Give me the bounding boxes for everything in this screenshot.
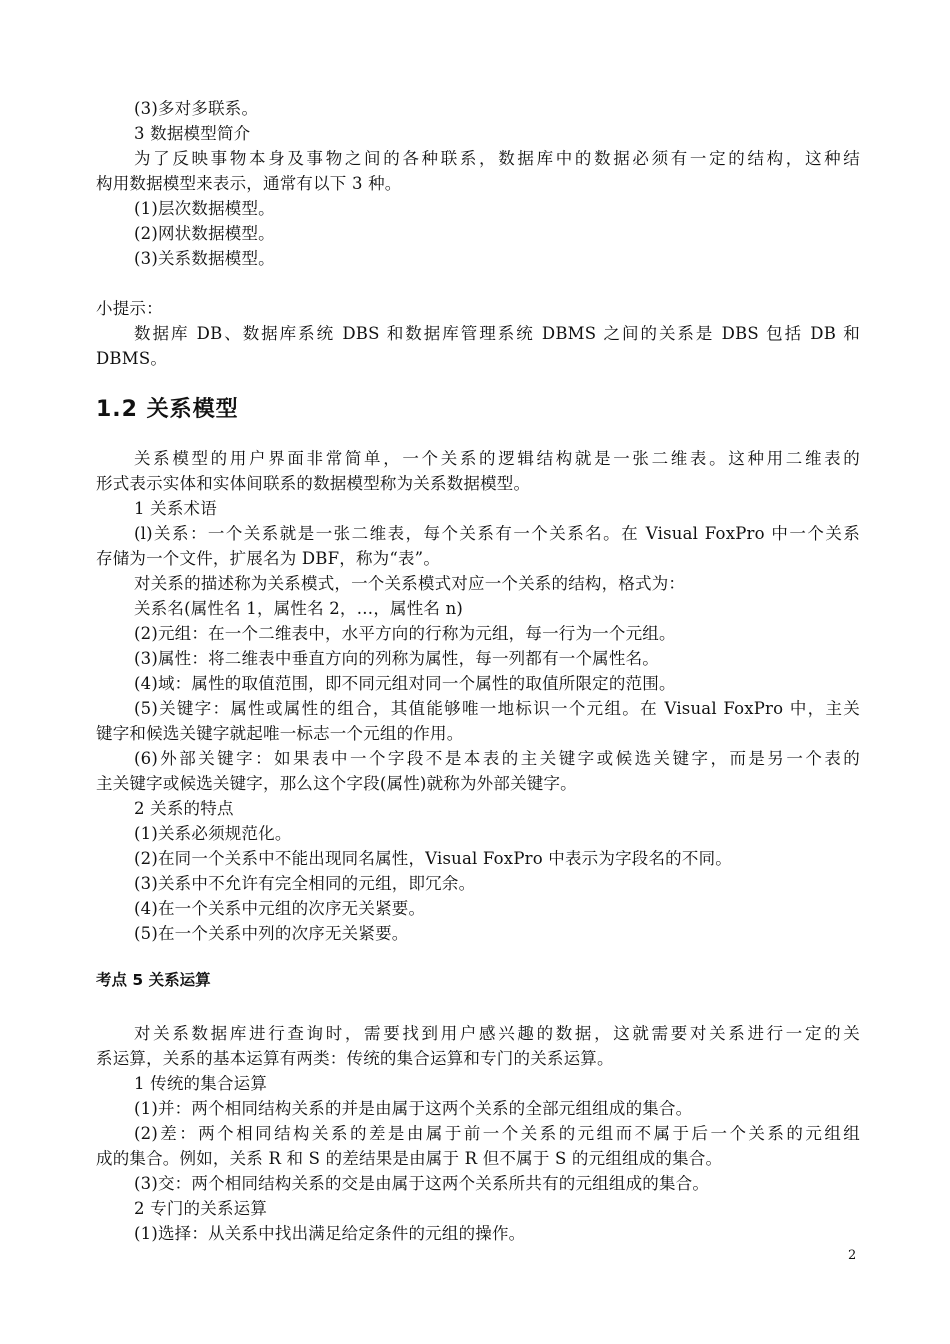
list-item-key: (5)关键字：属性或属性的组合，其值能够唯一地标识一个元组。在 Visual FoxPro 中，主关 [134,699,860,718]
paragraph-line: (l)关系：一个关系就是一张二维表，每个关系有一个关系名。在 Visual FoxPro 中一个关系 [134,524,860,543]
paragraph-line: 系运算，关系的基本运算有两类：传统的集合运算和专门的关系运算。 [96,1049,614,1068]
list-item-selection: (1)选择：从关系中找出满足给定条件的元组的操作。 [134,1224,526,1243]
list-item-difference: (2)差：两个相同结构关系的差是由属于前一个关系的元组而不属于后一个关系的元组组 [134,1124,860,1143]
list-item-foreign-key: (6)外部关键字：如果表中一个字段不是本表的主关键字或候选关键字，而是另一个表的 [134,749,860,768]
schema-format-line: 关系名(属性名 1，属性名 2，…，属性名 n) [134,599,464,618]
tip-text-line: DBMS。 [96,349,168,368]
list-item-many-to-many: (3)多对多联系。 [134,99,259,118]
subheading-relational-terms: 1 关系术语 [134,499,217,518]
paragraph-line: 关系模型的用户界面非常简单，一个关系的逻辑结构就是一张二维表。这种用二维表的 [134,449,860,468]
tip-text-line: 数据库 DB、数据库系统 DBS 和数据库管理系统 DBMS 之间的关系是 DBS 包括 DB 和 [134,324,860,343]
paragraph-line: 对关系的描述称为关系模式，一个关系模式对应一个关系的结构，格式为： [134,574,686,593]
list-item-feature: (5)在一个关系中列的次序无关紧要。 [134,924,409,943]
list-item-hierarchical-model: (1)层次数据模型。 [134,199,275,218]
subheading-special-operations: 2 专门的关系运算 [134,1199,268,1218]
list-item-network-model: (2)网状数据模型。 [134,224,275,243]
list-item-attribute: (3)属性：将二维表中垂直方向的列称为属性，每一列都有一个属性名。 [134,649,659,668]
paragraph-line: 主关键字或候选关键字，那么这个字段(属性)就称为外部关键字。 [96,774,577,793]
list-item-relational-model: (3)关系数据模型。 [134,249,275,268]
list-item-feature: (2)在同一个关系中不能出现同名属性，Visual FoxPro 中表示为字段名的不同。 [134,849,732,868]
list-item-intersection: (3)交：两个相同结构关系的交是由属于这两个关系所共有的元组组成的集合。 [134,1174,710,1193]
list-item-union: (1)并：两个相同结构关系的并是由属于这两个关系的全部元组组成的集合。 [134,1099,693,1118]
subheading-data-model-intro: 3 数据模型简介 [134,124,251,143]
list-item-domain: (4)域：属性的取值范围，即不同元组对同一个属性的取值所限定的范围。 [134,674,676,693]
tip-label: 小提示： [96,299,163,318]
subheading-relation-features: 2 关系的特点 [134,799,234,818]
paragraph-line: 形式表示实体和实体间联系的数据模型称为关系数据模型。 [96,474,531,493]
section-heading: 1.2 关系模型 [96,397,239,422]
paragraph-line: 为了反映事物本身及事物之间的各种联系，数据库中的数据必须有一定的结构，这种结 [134,149,860,168]
paragraph-line: 成的集合。例如，关系 R 和 S 的差结果是由属于 R 但不属于 S 的元组组成的集合。 [96,1149,723,1168]
kaodian-heading: 考点 5 关系运算 [96,971,211,989]
list-item-feature: (4)在一个关系中元组的次序无关紧要。 [134,899,426,918]
paragraph-line: 存储为一个文件，扩展名为 DBF，称为“表”。 [96,549,441,568]
paragraph-line: 键字和候选关键字就起唯一标志一个元组的作用。 [96,724,464,743]
paragraph-line: 对关系数据库进行查询时，需要找到用户感兴趣的数据，这就需要对关系进行一定的关 [134,1024,860,1043]
list-item-tuple: (2)元组：在一个二维表中，水平方向的行称为元组，每一行为一个元组。 [134,624,676,643]
paragraph-line: 构用数据模型来表示，通常有以下 3 种。 [96,174,402,193]
list-item-feature: (3)关系中不允许有完全相同的元组，即冗余。 [134,874,476,893]
list-item-feature: (1)关系必须规范化。 [134,824,292,843]
page-number: 2 [848,1248,857,1263]
subheading-set-operations: 1 传统的集合运算 [134,1074,268,1093]
